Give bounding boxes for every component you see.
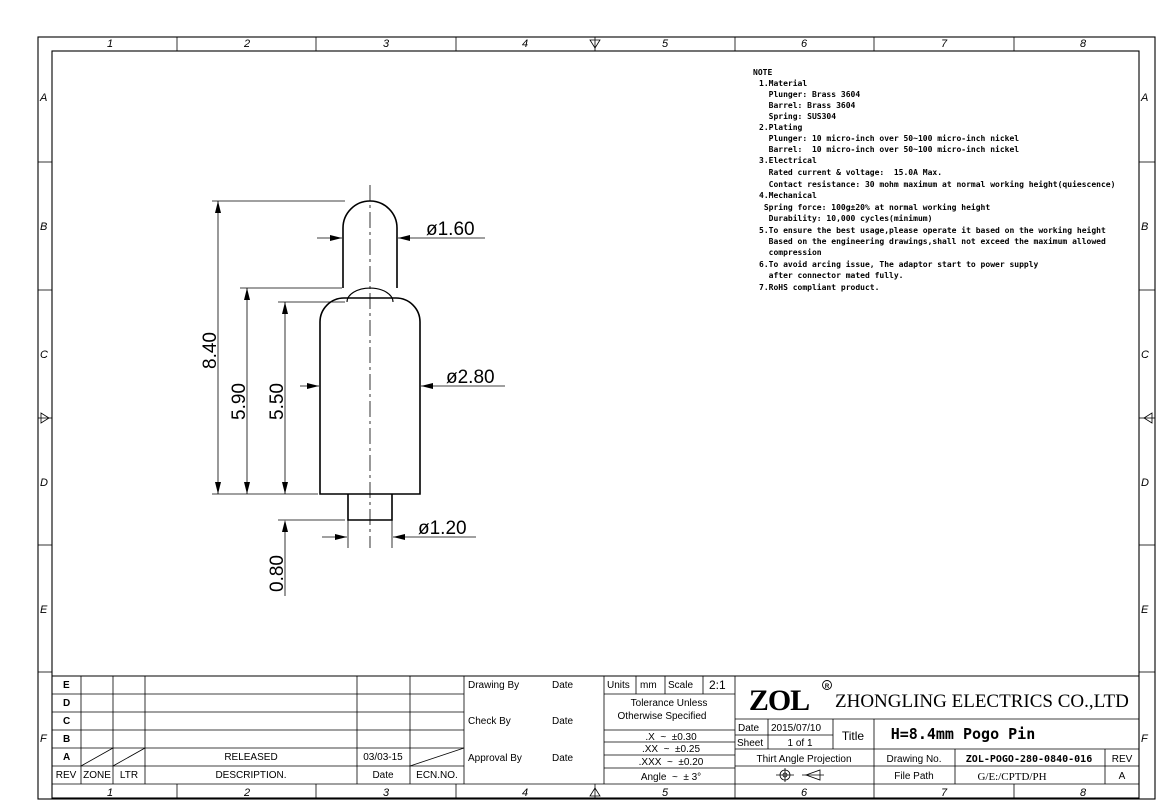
col-label-top-6: 6: [801, 38, 808, 50]
col-label-top-7: 7: [941, 38, 948, 50]
col-label-bottom-4: 4: [522, 787, 529, 799]
approval-date-label: Date: [552, 753, 574, 764]
logo-text: ZOL: [748, 684, 810, 717]
drawing-date-label: Date: [552, 680, 574, 691]
notes-block: [753, 68, 1115, 292]
dim-working-height: 5.50: [267, 383, 288, 420]
title-label: Title: [841, 729, 865, 743]
dim-plunger-diameter: ø1.60: [426, 219, 475, 240]
rev-header-date: Date: [372, 770, 394, 781]
note-line: Barrel: 10 micro-inch over 50~100 micro-inch nickel: [759, 145, 1020, 154]
note-line: 7.RoHS compliant product.: [759, 283, 880, 292]
row-label-left-a: A: [40, 92, 48, 104]
check-date-label: Date: [552, 716, 574, 727]
title-block-text: [737, 723, 1133, 783]
note-line: 2.Plating: [759, 123, 803, 132]
row-label-left-d: D: [40, 477, 48, 489]
drawing-by-label: Drawing By: [468, 680, 520, 691]
registered-mark-letter: R: [824, 684, 830, 690]
tolerance-x2: .XX ~ ±0.25: [641, 744, 701, 755]
check-by-label: Check By: [468, 716, 511, 727]
rev-header-ltr: LTR: [119, 770, 139, 781]
note-line: 1.Material: [759, 79, 808, 88]
sheet-label: Sheet: [737, 738, 764, 749]
rev-letter: B: [63, 734, 71, 745]
row-labels: [39, 92, 1149, 745]
dim-tail-height: 0.80: [267, 555, 288, 592]
row-label-right-d: D: [1141, 477, 1149, 489]
inner-frame: [52, 51, 1139, 798]
file-path-label: File Path: [894, 771, 934, 782]
dimension-labels: [200, 219, 495, 592]
tolerance-x1: .X ~ ±0.30: [645, 732, 697, 743]
drawing-no-value: ZOL-POGO-280-0840-016: [965, 754, 1093, 765]
row-label-right-b: B: [1141, 221, 1149, 233]
rev-header-description: DESCRIPTION.: [215, 770, 287, 781]
rev-header-rev: REV: [55, 770, 77, 781]
projection-label: Thirt Angle Projection: [756, 754, 852, 765]
note-line: compression: [759, 248, 822, 257]
rev-value: A: [1118, 771, 1126, 782]
note-line: Barrel: Brass 3604: [759, 101, 856, 110]
company-logo: [740, 681, 832, 718]
note-line: Spring: SUS304: [759, 112, 837, 121]
tolerance-heading-1: Tolerance Unless: [630, 698, 708, 709]
col-label-top-3: 3: [383, 38, 390, 50]
rev-header-zone: ZONE: [83, 770, 111, 781]
approvals: [468, 680, 574, 764]
col-label-bottom-5: 5: [662, 787, 669, 799]
dim-overall-height: 8.40: [200, 332, 221, 369]
revision-table-grid: [52, 676, 464, 784]
col-label-top-4: 4: [522, 38, 529, 50]
note-line: Spring force: 100g±20% at normal working height: [759, 203, 991, 212]
rev-letter: C: [63, 716, 71, 727]
col-label-top-5: 5: [662, 38, 669, 50]
drawing-title: H=8.4mm Pogo Pin: [890, 725, 1036, 743]
col-label-bottom-1: 1: [107, 787, 114, 799]
projection-symbol-icon: [776, 768, 824, 782]
note-line: after connector mated fully.: [759, 271, 904, 280]
note-line: 3.Electrical: [759, 156, 817, 165]
row-label-right-a: A: [1141, 92, 1149, 104]
title-block: [52, 676, 1139, 784]
rev-label: REV: [1111, 754, 1133, 765]
units-label: Units: [607, 680, 630, 691]
row-label-right-c: C: [1141, 349, 1149, 361]
rev-letter: D: [63, 698, 71, 709]
row-label-right-e: E: [1141, 604, 1149, 616]
file-path-value: G/E:/CPTD/PH: [977, 771, 1047, 783]
rev-letter: A: [63, 752, 71, 763]
tolerance-x3: .XXX ~ ±0.20: [638, 757, 704, 768]
scale-value: 2:1: [709, 678, 726, 692]
approval-by-label: Approval By: [468, 753, 522, 764]
rev-date: 03/03-15: [363, 752, 403, 763]
row-label-left-c: C: [40, 349, 48, 361]
row-label-left-e: E: [40, 604, 48, 616]
tolerance-heading-2: Otherwise Specified: [617, 711, 707, 722]
company-name: ZHONGLING ELECTRICS CO.,LTD: [835, 691, 1129, 712]
rev-letter: E: [63, 680, 70, 691]
col-label-top-8: 8: [1080, 38, 1087, 50]
scale-label: Scale: [668, 680, 694, 691]
units-value: mm: [640, 680, 657, 691]
row-label-left-f: F: [40, 733, 47, 745]
notes-heading: NOTE: [753, 68, 773, 77]
row-label-right-f: F: [1141, 733, 1148, 745]
sheet-value: 1 of 1: [787, 738, 813, 749]
note-line: 6.To avoid arcing issue, The adaptor start to power supply: [759, 260, 1039, 269]
rev-description: RELEASED: [224, 752, 278, 763]
note-line: 4.Mechanical: [759, 191, 817, 200]
note-line: Durability: 10,000 cycles(minimum): [759, 214, 933, 223]
tolerance-angle: Angle ~ ± 3°: [640, 772, 702, 783]
dim-tail-diameter: ø1.20: [418, 518, 467, 539]
note-line: 5.To ensure the best usage,please operate it based on the working height: [759, 226, 1106, 235]
col-label-bottom-7: 7: [941, 787, 948, 799]
col-label-bottom-3: 3: [383, 787, 390, 799]
date-value: 2015/07/10: [771, 723, 822, 734]
rev-header-ecn: ECN.NO.: [416, 770, 458, 781]
drawing-no-label: Drawing No.: [886, 754, 942, 765]
dim-barrel-height: 5.90: [229, 383, 250, 420]
dim-barrel-diameter: ø2.80: [446, 367, 495, 388]
note-line: Plunger: 10 micro-inch over 50~100 micro-inch nickel: [759, 134, 1020, 143]
col-label-bottom-6: 6: [801, 787, 808, 799]
note-line: Contact resistance: 30 mohm maximum at normal working height(quiescence): [759, 180, 1116, 189]
note-line: Based on the engineering drawings,shall not exceed the maximum allowed: [759, 237, 1106, 246]
col-label-bottom-8: 8: [1080, 787, 1087, 799]
row-label-left-b: B: [40, 221, 48, 233]
col-label-bottom-2: 2: [244, 787, 251, 799]
note-line: Plunger: Brass 3604: [759, 90, 861, 99]
note-line: Rated current & voltage: 15.0A Max.: [759, 168, 943, 177]
col-label-top-2: 2: [244, 38, 251, 50]
col-label-top-1: 1: [107, 38, 114, 50]
date-label: Date: [738, 723, 760, 734]
